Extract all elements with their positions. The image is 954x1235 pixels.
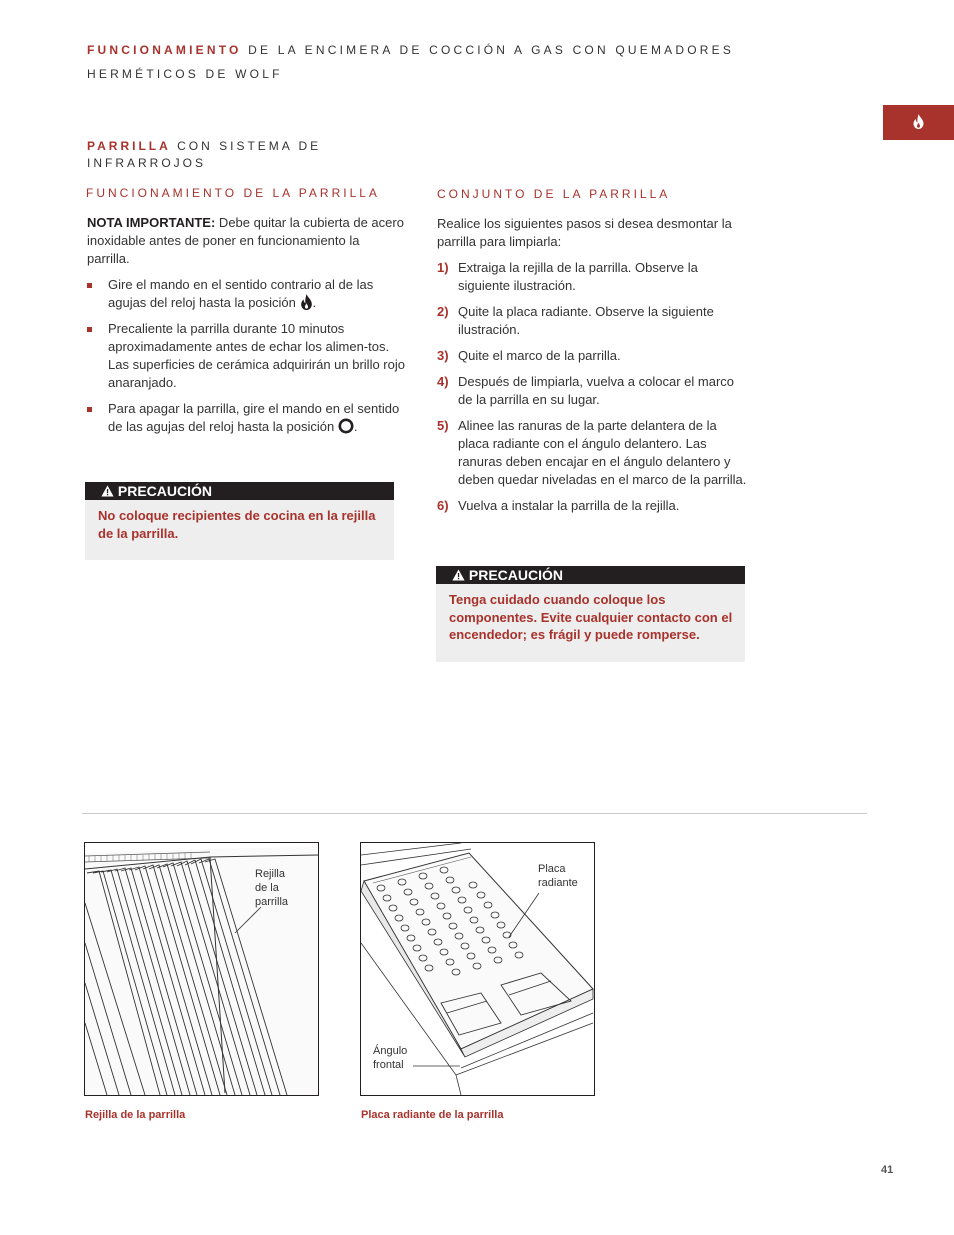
- header-line1: DE LA ENCIMERA DE COCCIÓN A GAS CON QUEMADORES: [241, 43, 735, 57]
- figure-callout: Placa radiante: [538, 863, 578, 889]
- figure-callout: Ángulo frontal: [373, 1045, 408, 1071]
- radiant-plate-figure: [360, 842, 595, 1096]
- list-item: Gire el mando en el sentido contrario al de las agujas del reloj hasta la posición .: [87, 276, 405, 312]
- list-item: Para apagar la parrilla, gire el mando en el sentido de las agujas del reloj hasta la posición .: [87, 400, 405, 436]
- list-item: 5) Alinee las ranuras de la parte delantera de la placa radiante con el ángulo delantero. Las ranuras deben encajar en el ángulo delantero y deben quedar niveladas en el marco de la parrilla.: [437, 418, 747, 487]
- caution-box-right: [436, 566, 745, 662]
- left-subtitle: FUNCIONAMIENTO DE LA PARRILLA: [86, 186, 380, 200]
- note-text: Debe quitar la cubierta de acero inoxidable antes de poner en funcionamiento la parrilla.: [87, 215, 404, 266]
- flame-icon: [300, 294, 313, 310]
- figure-callout: Rejilla de la parrilla: [255, 868, 289, 908]
- grill-grate-figure: [84, 842, 319, 1096]
- header-line2: HERMÉTICOS DE WOLF: [87, 67, 283, 81]
- list-item: 3) Quite el marco de la parrilla.: [437, 348, 621, 363]
- divider: [82, 813, 867, 814]
- warning-icon: [452, 569, 465, 581]
- section-tab: [883, 105, 954, 140]
- caution-header: [85, 482, 394, 500]
- caution-text: No coloque recipientes de cocina en la rejilla de la parrilla.: [98, 508, 376, 541]
- operation-bullets: [87, 276, 405, 444]
- section-rest: CON SISTEMA DE INFRARROJOS: [87, 139, 322, 170]
- warning-icon: [101, 485, 114, 497]
- off-circle-icon: [338, 418, 354, 434]
- section-title: [87, 138, 407, 172]
- running-header: [87, 38, 787, 86]
- list-item: 1) Extraiga la rejilla de la parrilla. Observe la siguiente ilustración.: [437, 260, 698, 293]
- caution-header: [436, 566, 745, 584]
- list-item: 4) Después de limpiarla, vuelva a colocar el marco de la parrilla en su lugar.: [437, 374, 735, 407]
- page-number: 41: [881, 1164, 894, 1176]
- flame-icon: [913, 114, 924, 129]
- caution-title: PRECAUCIÓN: [468, 567, 564, 583]
- assembly-intro: Realice los siguientes pasos si desea desmontar la parrilla para limpiarla:: [437, 216, 732, 249]
- note-label: NOTA IMPORTANTE:: [87, 215, 216, 230]
- caution-title: PRECAUCIÓN: [117, 483, 213, 499]
- figure-caption: Rejilla de la parrilla: [85, 1109, 186, 1121]
- section-highlight: PARRILLA: [87, 139, 171, 153]
- important-note: [87, 214, 405, 268]
- list-item: Precaliente la parrilla durante 10 minutos aproximadamente antes de echar los alimen-tos. Las superficies de cerámica adquirirán un brillo rojo anaranjado.: [87, 320, 405, 392]
- list-item: 2) Quite la placa radiante. Observe la siguiente ilustración.: [437, 304, 714, 337]
- header-highlight: FUNCIONAMIENTO: [87, 43, 242, 57]
- caution-text: Tenga cuidado cuando coloque los componentes. Evite cualquier contacto con el encendedor; es frágil y puede romperse.: [449, 592, 733, 642]
- caution-box-left: [85, 482, 394, 560]
- right-subtitle: CONJUNTO DE LA PARRILLA: [437, 187, 671, 201]
- figure-caption: Placa radiante de la parrilla: [361, 1109, 504, 1121]
- assembly-steps: [437, 259, 751, 523]
- list-item: 6) Vuelva a instalar la parrilla de la rejilla.: [437, 498, 680, 513]
